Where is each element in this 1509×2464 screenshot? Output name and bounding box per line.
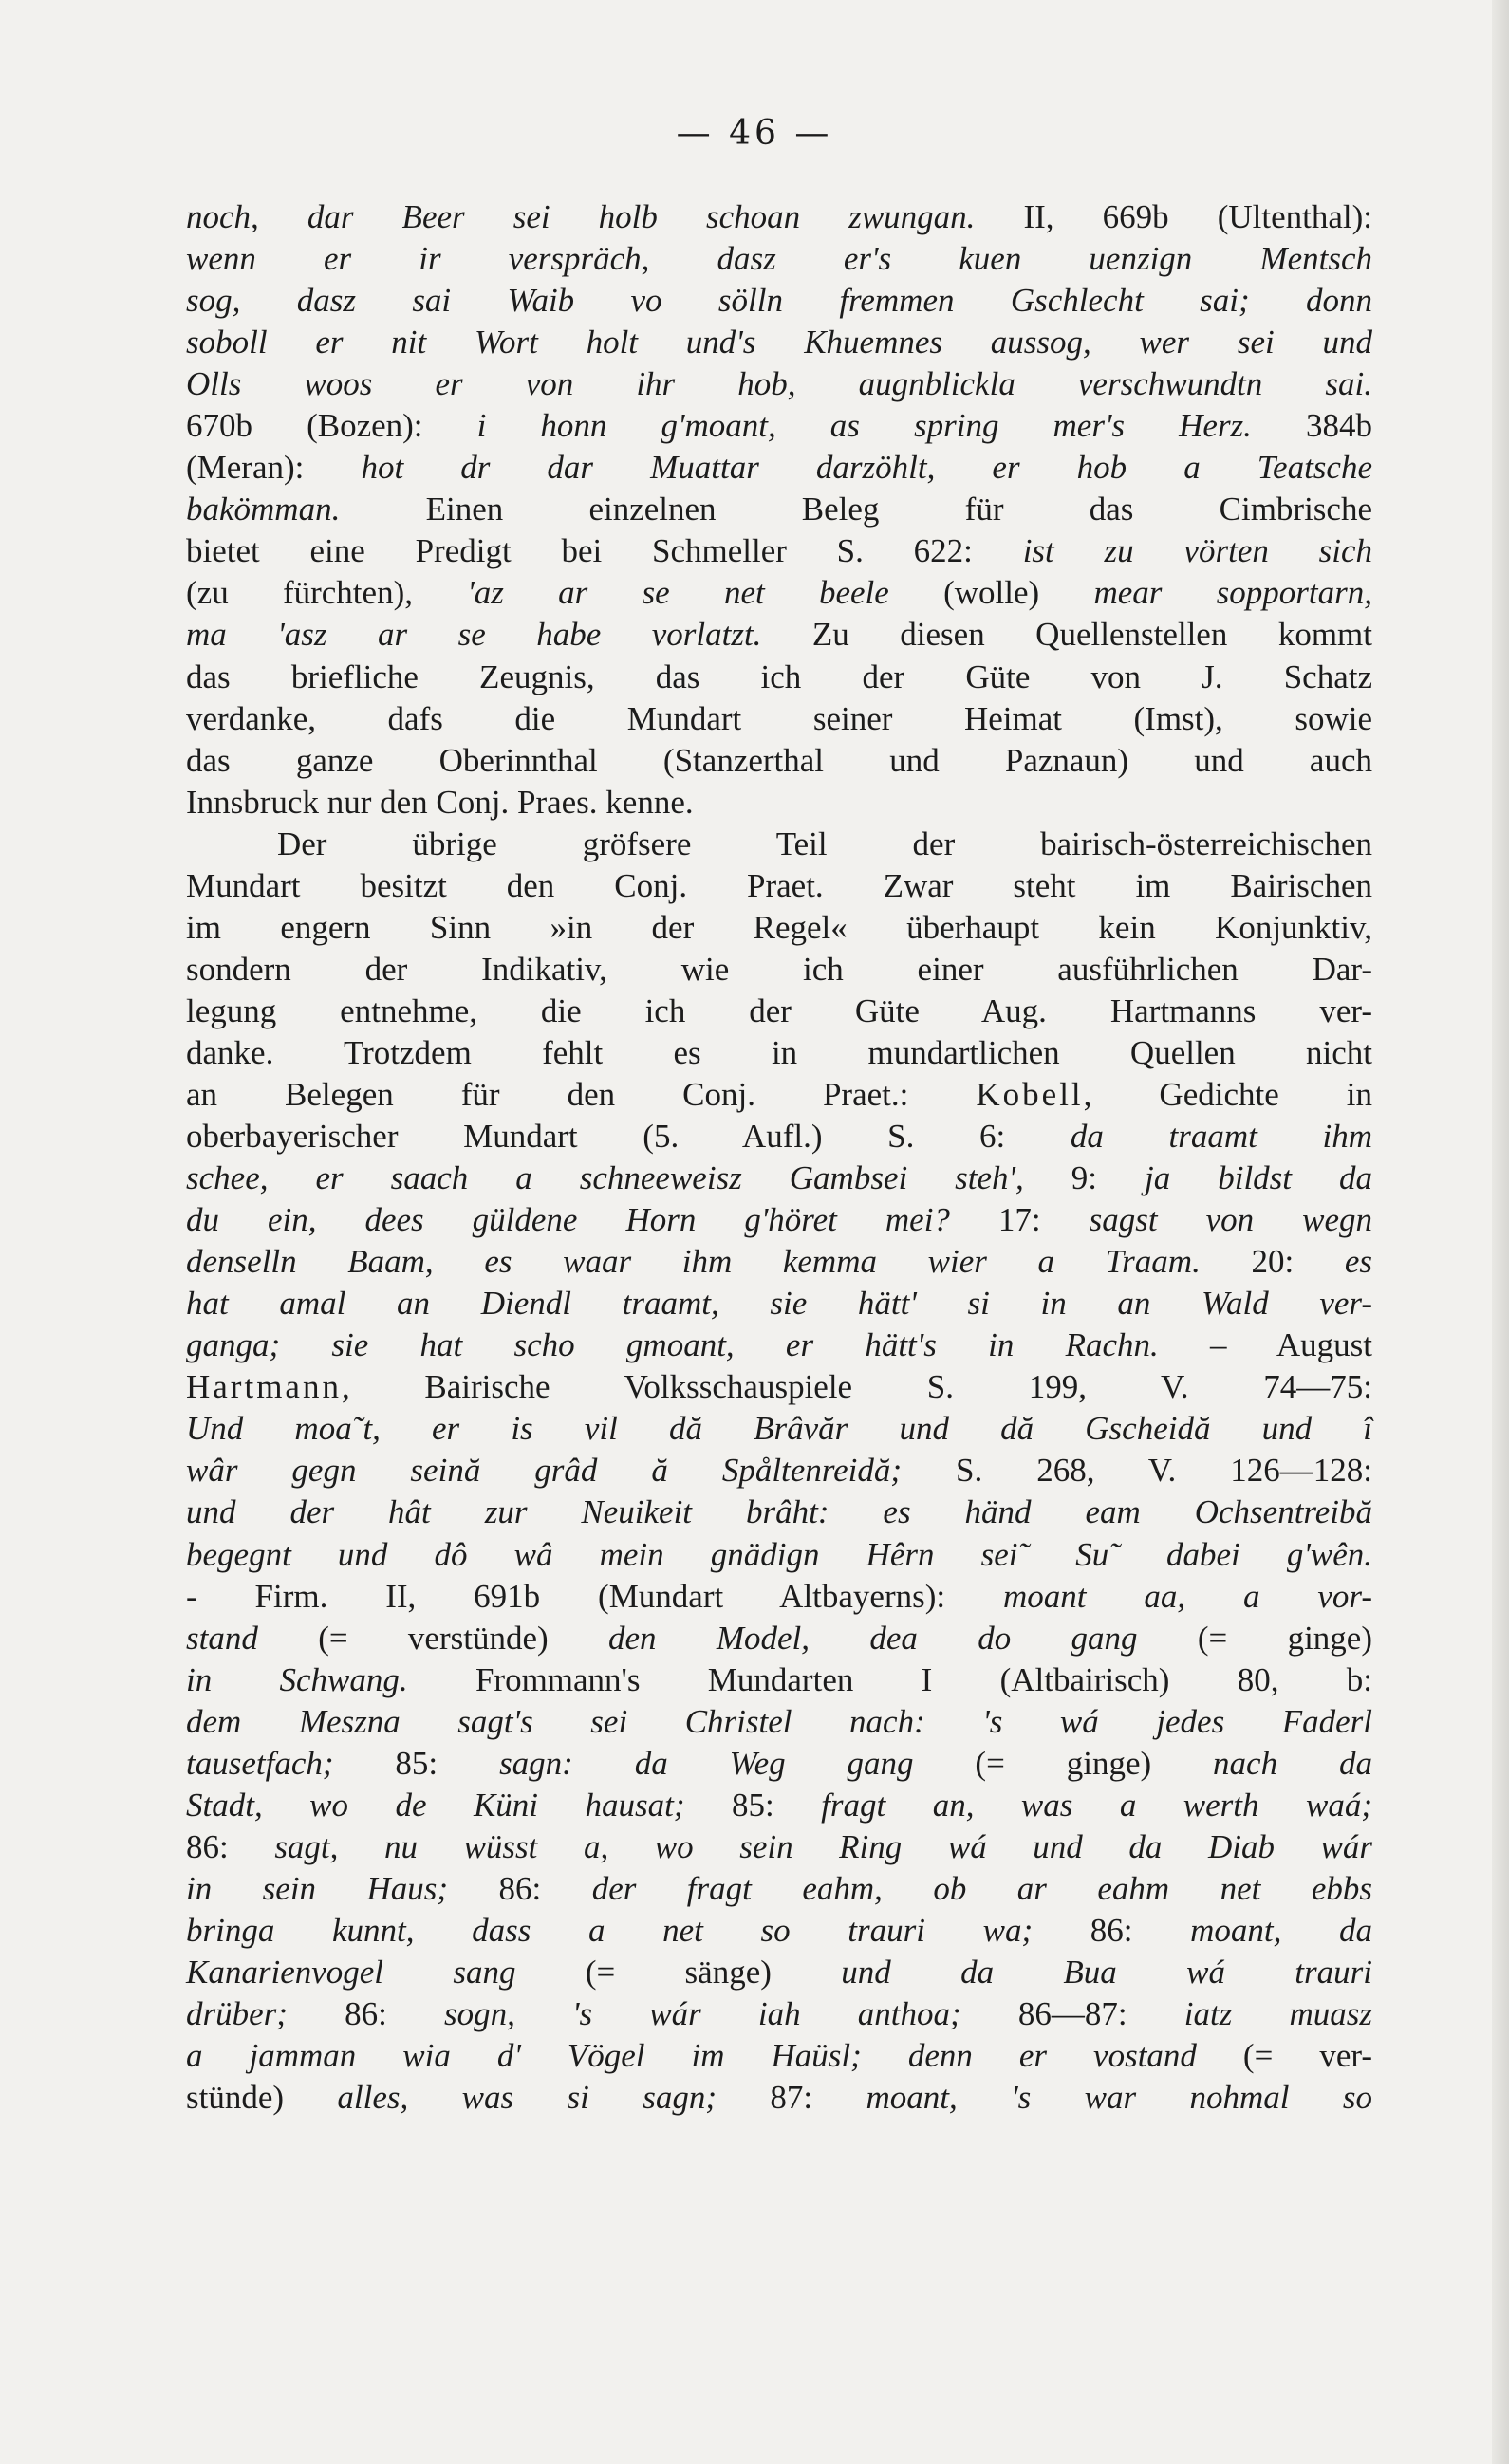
- text-run: (= verstünde): [257, 1619, 608, 1657]
- italic-quote: 'az ar se net beele: [467, 574, 889, 612]
- italic-quote: tausetfach;: [186, 1744, 334, 1782]
- italic-quote: Stadt, wo de Küni hausat;: [186, 1786, 685, 1824]
- italic-quote: soboll er nit Wort holt und's Khuemnes aussog, wer sei und: [186, 324, 1372, 361]
- text-run: 86:: [287, 1995, 444, 2033]
- italic-quote: hat amal an Diendl traamt, sie hätt' si in an Wald ver-: [186, 1285, 1372, 1323]
- text-line: [186, 572, 1372, 614]
- italic-quote: bakömman.: [186, 491, 341, 528]
- italic-quote: a jamman wia d' Vögel im Haüsl; denn er vostand: [186, 2037, 1197, 2075]
- text-run: (wolle): [888, 574, 1094, 612]
- text-line: [186, 657, 1372, 698]
- text-run: bietet eine Predigt bei Schmeller S. 622:: [186, 532, 1023, 570]
- body-text: [186, 196, 1372, 2119]
- text-line: [186, 1325, 1372, 1366]
- text-line: [186, 1158, 1372, 1199]
- text-run: das briefliche Zeugnis, das ich der Güte von J. Schatz: [186, 658, 1372, 695]
- text-run: S. 268, V. 126—128:: [902, 1452, 1373, 1490]
- italic-quote: drüber;: [186, 1995, 288, 2033]
- text-line: [186, 447, 1372, 489]
- text-line: [186, 1659, 1372, 1701]
- text-run: (zu fürchten),: [186, 574, 468, 612]
- text-run: verdanke, dafs die Mundart seiner Heimat (Imst), sowie: [186, 699, 1372, 737]
- text-run: danke. Trotzdem fehlt es in mundartlichen Quellen nicht: [186, 1033, 1372, 1071]
- text-line: [186, 238, 1372, 280]
- text-line: [186, 280, 1372, 322]
- text-line: [186, 991, 1372, 1032]
- italic-quote: hot dr dar Muattar darzöhlt, er hob a Teatsche: [361, 449, 1372, 487]
- italic-quote: in sein Haus;: [186, 1869, 449, 1907]
- italic-quote: sogn, 's wár iah anthoa;: [444, 1995, 961, 2033]
- italic-quote: alles, was si sagn;: [337, 2079, 717, 2117]
- text-line: [186, 1450, 1372, 1491]
- text-line: [186, 1116, 1372, 1158]
- text-line: [186, 1993, 1372, 2035]
- italic-quote: sog, dasz sai Waib vo sölln fremmen Gschlecht sai; donn: [186, 282, 1372, 320]
- italic-quote: bringa kunnt, dass a net so trauri wa;: [186, 1911, 1034, 1949]
- text-run: Innsbruck nur den Conj. Praes. kenne.: [186, 783, 694, 821]
- text-run: , Bairische Volksschauspiele S. 199, V. 74—75:: [341, 1368, 1372, 1406]
- text-run: 86:: [1033, 1911, 1191, 1949]
- italic-quote: schee, er saach a schneeweisz Gambsei steh',: [186, 1159, 1024, 1197]
- italic-quote: ja bildst da: [1145, 1159, 1372, 1197]
- text-line: [186, 1241, 1372, 1283]
- text-run: - Firm. II, 691b (Mundart Altbayerns):: [186, 1577, 1003, 1615]
- text-run: 670b (Bozen):: [186, 407, 477, 445]
- text-line: [186, 1534, 1372, 1576]
- text-line: [186, 363, 1372, 405]
- text-line: [186, 489, 1372, 530]
- italic-quote: iatz muasz: [1183, 1995, 1373, 2033]
- text-line: [186, 1826, 1372, 1868]
- text-line: [186, 865, 1372, 907]
- text-line: [186, 1491, 1372, 1533]
- text-line: [186, 1785, 1372, 1826]
- italic-quote: moant, da: [1190, 1911, 1372, 1949]
- italic-quote: du ein, dees güldene Horn g'höret mei?: [186, 1201, 950, 1239]
- italic-quote: der fragt eahm, ob ar eahm net ebbs: [591, 1869, 1372, 1907]
- italic-quote: denselln Baam, es waar ihm kemma wier a Traam.: [186, 1243, 1201, 1281]
- text-line: [186, 322, 1372, 363]
- text-run: 20:: [1200, 1243, 1345, 1281]
- italic-quote: fragt an, was a werth waá;: [821, 1786, 1372, 1824]
- page-edge: [1492, 0, 1509, 2464]
- italic-quote: noch, dar Beer sei holb schoan zwungan.: [186, 198, 976, 235]
- text-run: 86:: [186, 1827, 275, 1865]
- text-line: [186, 824, 1372, 865]
- text-line: [186, 1199, 1372, 1241]
- text-run: sondern der Indikativ, wie ich einer ausführlichen Dar-: [186, 950, 1372, 988]
- italic-quote: ganga; sie hat scho gmoant, er hätt's in Rachn.: [186, 1326, 1159, 1364]
- text-run: Zu diesen Quellenstellen kommt: [761, 616, 1372, 654]
- text-line: [186, 530, 1372, 572]
- text-run: (Meran):: [186, 449, 362, 487]
- text-line: [186, 1743, 1372, 1785]
- italic-quote: wenn er ir verspräch, dasz er's kuen uenzign Mentsch: [186, 240, 1372, 278]
- italic-quote: moant, 's war nohmal so: [866, 2079, 1372, 2117]
- text-run: 17:: [949, 1201, 1090, 1239]
- italic-quote: es: [1344, 1243, 1372, 1281]
- italic-quote: ist zu vörten sich: [1022, 532, 1373, 570]
- text-run: (= ginge): [1137, 1619, 1372, 1657]
- text-run: II, 669b (Ultenthal):: [975, 198, 1372, 235]
- text-run: im engern Sinn »in der Regel« überhaupt kein Konjunktiv,: [186, 908, 1372, 946]
- spaced-name: Kobell: [976, 1075, 1084, 1113]
- text-line: [186, 949, 1372, 991]
- text-line: [186, 1366, 1372, 1408]
- text-run: (= sänge): [515, 1953, 842, 1991]
- text-line: [186, 2077, 1372, 2119]
- text-line: [186, 1701, 1372, 1743]
- italic-quote: und da Bua wá trauri: [841, 1953, 1372, 1991]
- text-line: [186, 1576, 1372, 1618]
- italic-quote: Olls woos er von ihr hob, augnblickla verschwundtn sai.: [186, 365, 1372, 403]
- text-line: [186, 1618, 1372, 1659]
- text-line: [186, 196, 1372, 238]
- text-line: [186, 1952, 1372, 1993]
- text-run: das ganze Oberinnthal (Stanzerthal und Paznaun) und auch: [186, 741, 1372, 779]
- text-line: [186, 1910, 1372, 1952]
- text-line: [186, 1032, 1372, 1074]
- text-line: [186, 698, 1372, 740]
- text-run: (= ginge): [913, 1744, 1214, 1782]
- text-run: Einen einzelnen Beleg für das Cimbrische: [340, 491, 1372, 528]
- text-line: [186, 907, 1372, 949]
- italic-quote: moant aa, a vor-: [1003, 1577, 1372, 1615]
- text-run: Der übrige gröfsere Teil der bairisch-österreichischen: [277, 824, 1372, 862]
- text-run: legung entnehme, die ich der Güte Aug. Hartmanns ver-: [186, 991, 1372, 1029]
- italic-quote: sagn: da Weg gang: [499, 1744, 914, 1782]
- text-run: oberbayerischer Mundart (5. Aufl.) S. 6:: [186, 1118, 1071, 1156]
- italic-quote: i honn g'moant, as spring mer's Herz.: [476, 407, 1252, 445]
- text-run: Mundart besitzt den Conj. Praet. Zwar steht im Bairischen: [186, 866, 1372, 904]
- text-run: 86:: [448, 1869, 592, 1907]
- italic-quote: Und moa˜t, er is vil dă Brâvăr und dă Gscheidă und î: [186, 1410, 1372, 1448]
- text-line: [186, 1283, 1372, 1325]
- text-run: stünde): [186, 2079, 338, 2117]
- text-run: Frommann's Mundarten I (Altbairisch) 80, b:: [407, 1660, 1372, 1698]
- text-run: 86—87:: [960, 1995, 1184, 2033]
- italic-quote: mear sopportarn,: [1093, 574, 1372, 612]
- page-number: — 46 —: [676, 114, 833, 153]
- text-run: – August: [1158, 1326, 1372, 1364]
- spaced-name: Hartmann: [186, 1368, 342, 1406]
- italic-quote: Kanarienvogel sang: [186, 1953, 516, 1991]
- italic-quote: begegnt und dô wâ mein gnädign Hêrn sei˜ Su˜ dabei g'wên.: [186, 1535, 1372, 1573]
- text-run: 85:: [333, 1744, 500, 1782]
- italic-quote: den Model, dea do gang: [607, 1619, 1138, 1657]
- text-run: 87:: [717, 2079, 866, 2117]
- text-run: 85:: [684, 1786, 822, 1824]
- text-line: [186, 740, 1372, 782]
- text-line: [186, 2035, 1372, 2077]
- text-line: [186, 1074, 1372, 1116]
- italic-quote: stand: [186, 1619, 258, 1657]
- text-run: 384b: [1251, 407, 1373, 445]
- text-run: , Gedichte in: [1083, 1075, 1372, 1113]
- italic-quote: dem Meszna sagt's sei Christel nach: 's wá jedes Faderl: [186, 1702, 1372, 1740]
- text-run: an Belegen für den Conj. Praet.:: [186, 1075, 977, 1113]
- italic-quote: ma 'asz ar se habe vorlatzt.: [186, 616, 762, 654]
- italic-quote: sagt, nu wüsst a, wo sein Ring wá und da Diab wár: [274, 1827, 1372, 1865]
- italic-quote: wâr gegn seină grâd ă Spåltenreidă;: [186, 1452, 903, 1490]
- text-run: (= ver-: [1196, 2037, 1372, 2075]
- text-run: 9:: [1023, 1159, 1146, 1197]
- text-line: [186, 405, 1372, 447]
- italic-quote: nach da: [1213, 1744, 1372, 1782]
- italic-quote: und der hât zur Neuikeit brâht: es händ eam Ochsentreibă: [186, 1493, 1372, 1531]
- italic-quote: in Schwang.: [186, 1660, 408, 1698]
- text-line: [186, 1868, 1372, 1910]
- text-line: [186, 614, 1372, 656]
- italic-quote: da traamt ihm: [1070, 1118, 1372, 1156]
- italic-quote: sagst von wegn: [1089, 1201, 1372, 1239]
- text-line: [186, 1408, 1372, 1450]
- text-line: [186, 782, 1372, 824]
